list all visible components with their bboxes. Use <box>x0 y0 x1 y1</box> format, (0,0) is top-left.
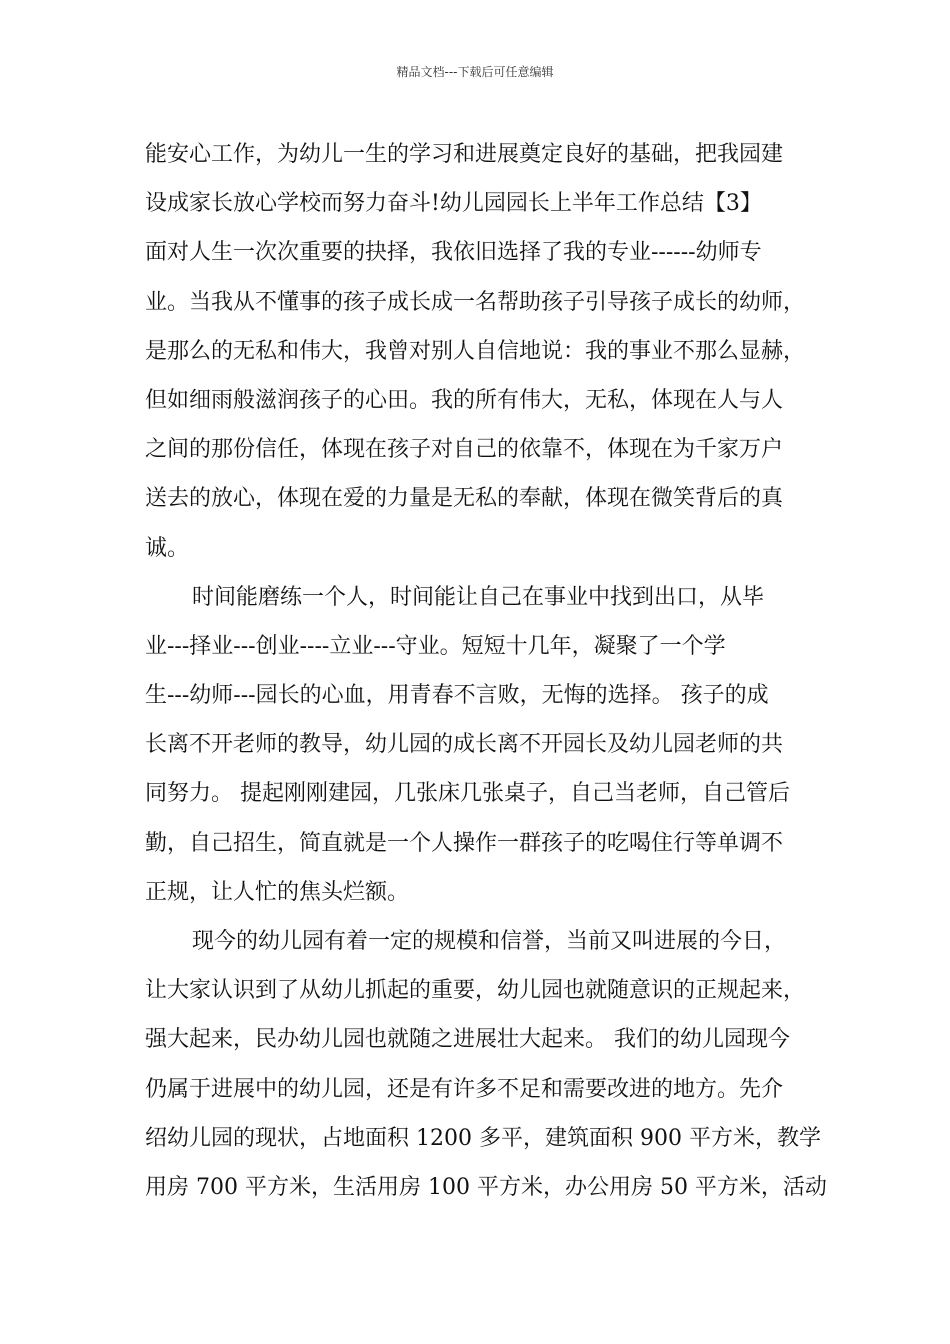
text-line: 但如细雨般滋润孩子的心田。我的所有伟大，无私，体现在人与人 <box>145 387 784 413</box>
document-body <box>145 130 827 1212</box>
text-line: 业---择业---创业----立业---守业。短短十几年，凝聚了一个学 <box>145 633 726 659</box>
text-line: 之间的那份信任，体现在孩子对自己的依靠不，体现在为千家万户 <box>145 437 784 463</box>
text-line: 让大家认识到了从幼儿抓起的重要，幼儿园也就随意识的正规起来， <box>145 978 806 1004</box>
paragraph-start-line: 时间能磨练一个人，时间能让自己在事业中找到出口，从毕 <box>192 584 765 610</box>
text-line: 送去的放心，体现在爱的力量是无私的奉献，体现在微笑背后的真 <box>145 486 784 512</box>
text-line: 诚。 <box>145 535 190 561</box>
page-header: 精品文档---下载后可任意编辑 <box>396 65 554 79</box>
text-line: 面对人生一次次重要的抉择，我依旧选择了我的专业------幼师专 <box>145 240 762 266</box>
text-line: 设成家长放心学校而努力奋斗!幼儿园园长上半年工作总结【3】 <box>145 191 762 217</box>
text-line: 生---幼师---园长的心血，用青春不言败，无悔的选择。 孩子的成 <box>145 683 769 709</box>
text-line: 绍幼儿园的现状，占地面积 1200 多平，建筑面积 900 平方米，教学 <box>145 1125 821 1151</box>
text-line: 业。当我从不懂事的孩子成长成一名帮助孩子引导孩子成长的幼师， <box>145 289 806 315</box>
text-line: 强大起来，民办幼儿园也就随之进展壮大起来。 我们的幼儿园现今 <box>145 1027 790 1053</box>
text-line: 是那么的无私和伟大，我曾对别人自信地说：我的事业不那么显赫， <box>145 338 806 364</box>
paragraph-start-line: 现今的幼儿园有着一定的规模和信誉，当前又叫进展的今日， <box>192 929 787 954</box>
text-line: 正规，让人忙的焦头烂额。 <box>145 879 410 905</box>
text-line: 能安心工作，为幼儿一生的学习和进展奠定良好的基础，把我园建 <box>145 142 784 167</box>
text-line: 仍属于进展中的幼儿园，还是有许多不足和需要改进的地方。先介 <box>145 1076 784 1102</box>
text-line: 勤，自己招生，简直就是一个人操作一群孩子的吃喝住行等单调不 <box>145 830 784 856</box>
text-line: 同努力。 提起刚刚建园，几张床几张桌子，自己当老师，自己管后 <box>145 781 790 807</box>
text-line: 用房 700 平方米，生活用房 100 平方米，办公用房 50 平方米，活动 <box>145 1174 827 1200</box>
text-line: 长离不开老师的教导，幼儿园的成长离不开园长及幼儿园老师的共 <box>145 732 784 758</box>
